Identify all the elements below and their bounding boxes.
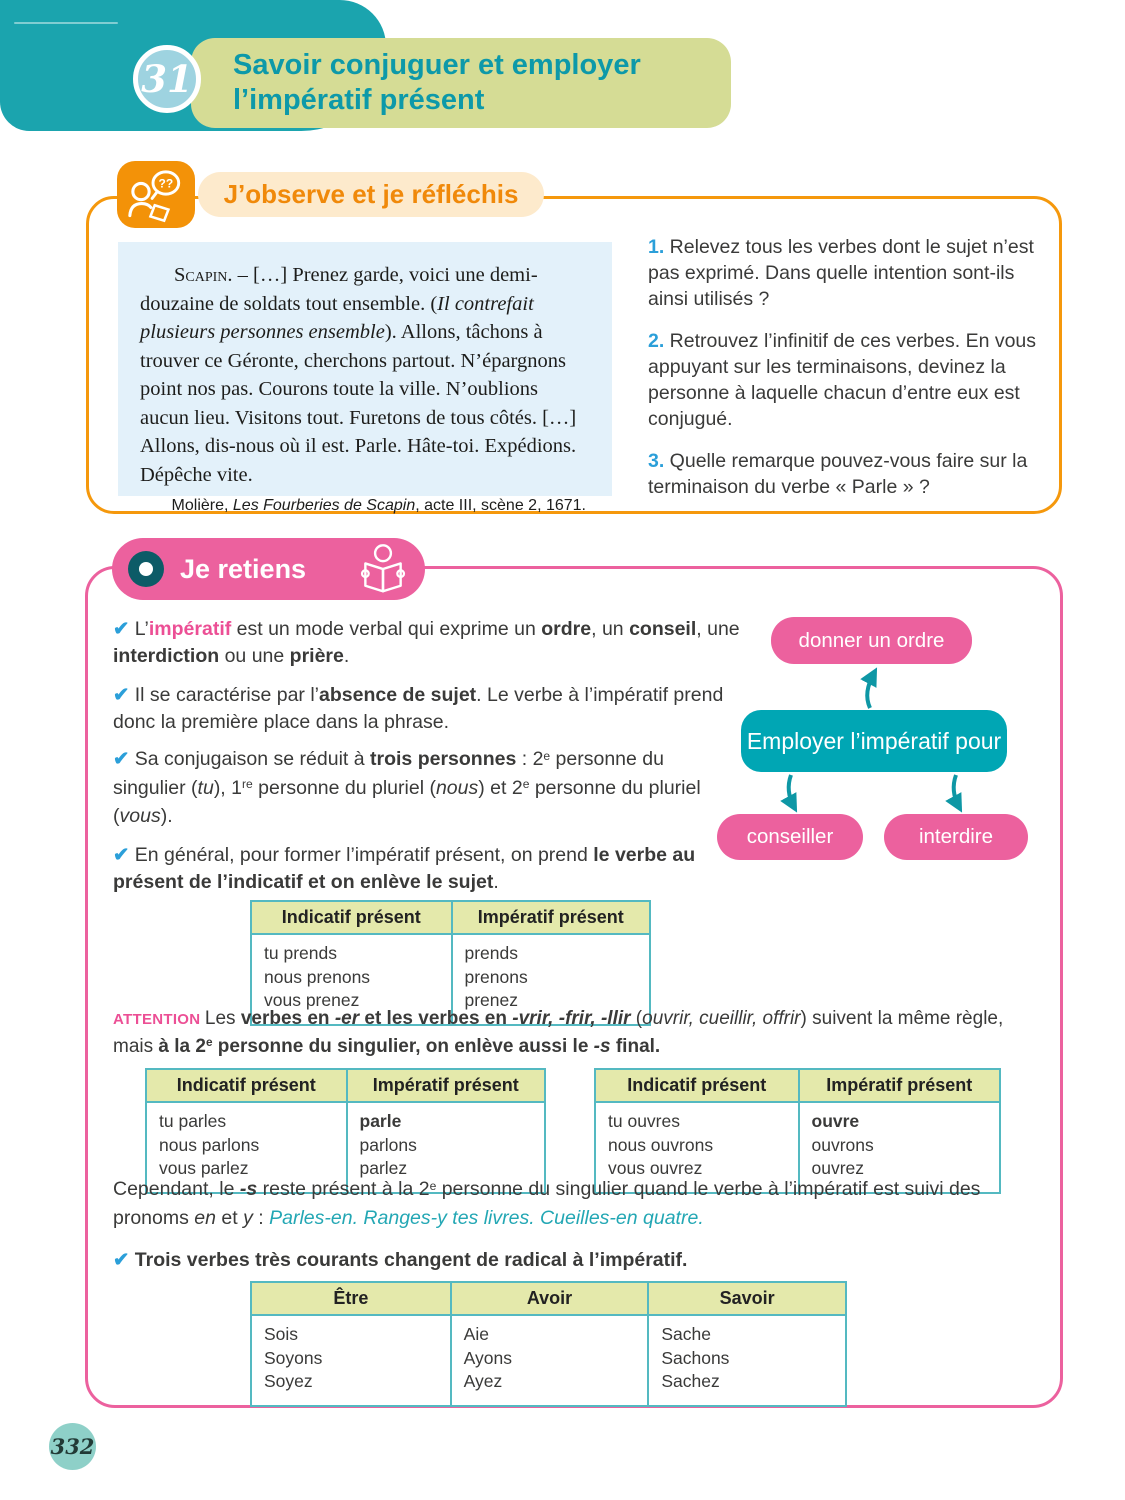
diagram-node-donner-un-ordre: donner un ordre — [771, 617, 972, 664]
table-header: Indicatif présent — [147, 1070, 346, 1103]
thinking-person-question-glyph — [123, 166, 189, 224]
table-cell-imperatif: prends prenons prenez — [451, 935, 650, 1024]
decorative-line — [14, 22, 118, 24]
table-header: Être — [252, 1283, 450, 1316]
chapter-title-line2: l’impératif présent — [233, 84, 485, 116]
table-header: Avoir — [450, 1283, 648, 1316]
table-cell-imperatif: ouvre ouvrons ouvrez — [798, 1103, 1000, 1192]
table-cell-indicatif: tu parles nous parlons vous parlez — [159, 1111, 260, 1178]
rule-trois-personnes: ✔ Sa conjugaison se réduit à trois personnes : 2e personne du singulier (tu), 1re personne du pluriel (nous) et 2e personne du pluriel (vous). — [113, 748, 701, 827]
table-ouvrir — [594, 1068, 1001, 1194]
table-header: Savoir — [647, 1283, 845, 1316]
table-header: Indicatif présent — [252, 902, 451, 935]
attention-note: ATTENTION Les verbes en -er et les verbes en -vrir, -frir, -llir (ouvrir, cueillir, offrir) suivent la même règle, mais à la 2e personne du singulier, on enlève aussi le -s final. — [113, 1008, 1004, 1057]
table-cell-indicatif: tu ouvres nous ouvrons vous ouvrez — [608, 1111, 714, 1178]
question-text: Relevez tous les verbes dont le sujet n’est pas exprimé. Dans quelle intention sont-ils ainsi utilisés ? — [648, 236, 1034, 310]
table-header: Impératif présent — [346, 1070, 545, 1103]
table-header: Impératif présent — [451, 902, 650, 935]
chapter-number-badge: 31 — [133, 45, 201, 113]
table-cell-indicatif: tu prends nous prenons vous prenez — [264, 943, 371, 1010]
retiens-heading: Je retiens — [180, 553, 307, 584]
rule-imperatif-definition: ✔ L’impératif est un mode verbal qui exprime un ordre, un conseil, une interdiction ou une prière. — [113, 618, 740, 667]
svg-text:??: ?? — [158, 176, 174, 191]
thinking-person-question-icon — [117, 161, 195, 228]
note-s-pronoms: Cependant, le -s reste présent à la 2e personne du singulier quand le verbe à l’impératif est suivi des pronoms en et y : Parles-en. Ranges-y tes livres. Cueilles-en quatre. — [113, 1178, 981, 1229]
retiens-heading-pill — [112, 538, 425, 600]
quote-attribution: Molière, Les Fourberies de Scapin, acte III, scène 2, 1671. — [171, 497, 586, 514]
moliere-quote-box — [118, 242, 612, 514]
observe-heading: J’observe et je réfléchis — [198, 172, 544, 217]
diagram-node-conseiller: conseiller — [717, 814, 863, 860]
dot-circle-icon — [128, 551, 164, 587]
table-cell-savoir: Sache Sachons Sachez — [647, 1316, 845, 1405]
table-etre-avoir-savoir — [250, 1281, 847, 1407]
chapter-title-box — [191, 38, 731, 128]
quote-text: Scapin. – […] Prenez garde, voici une demi-douzaine de soldats tout ensemble. (Il contrefait plusieurs personnes ensemble). Allons, tâchons à trouver ce Géronte, cherchons partout. N’épargnons point nos pas. Courons toute la ville. N’oublions aucun lieu. Visitons tout. Furetons de tous côtés. […] Allons, dis-nous où il est. Parle. Hâte-toi. Expédions. Dépêche vite. — [140, 264, 577, 486]
page-number-badge: 332 — [49, 1423, 96, 1470]
rule-absence-sujet: ✔ Il se caractérise par l’absence de sujet. Le verbe à l’impératif prend donc la première place dans la phrase. — [113, 684, 724, 733]
person-reading-book-icon — [357, 543, 409, 595]
question-number: 3. — [648, 450, 665, 472]
question-3 — [648, 448, 1048, 500]
question-number: 1. — [648, 236, 665, 258]
rule-changement-radical: ✔ Trois verbes très courants changent de radical à l’impératif. — [113, 1249, 688, 1271]
table-cell-imperatif: parle parlons parlez — [346, 1103, 545, 1192]
question-list — [648, 234, 1048, 516]
question-number: 2. — [648, 330, 665, 352]
question-text: Quelle remarque pouvez-vous faire sur la terminaison du verbe « Parle » ? — [648, 450, 1028, 498]
diagram-node-interdire: interdire — [884, 814, 1028, 860]
question-text: Retrouvez l’infinitif de ces verbes. En vous appuyant sur les terminaisons, devinez la personne à laquelle chacun d’entre eux est conjugué. — [648, 330, 1037, 430]
rule-formation: ✔ En général, pour former l’impératif présent, on prend le verbe au présent de l’indicatif et on enlève le sujet. — [113, 844, 696, 893]
diagram-node-root: Employer l’impératif pour — [741, 710, 1007, 772]
table-cell-etre: Sois Soyons Soyez — [264, 1324, 323, 1391]
table-header: Impératif présent — [798, 1070, 1000, 1103]
question-1 — [648, 234, 1048, 312]
table-header: Indicatif présent — [596, 1070, 798, 1103]
question-2 — [648, 328, 1048, 432]
chapter-title-line1: Savoir conjuguer et employer — [233, 49, 641, 81]
table-parler — [145, 1068, 546, 1194]
table-cell-avoir: Aie Ayons Ayez — [450, 1316, 648, 1405]
